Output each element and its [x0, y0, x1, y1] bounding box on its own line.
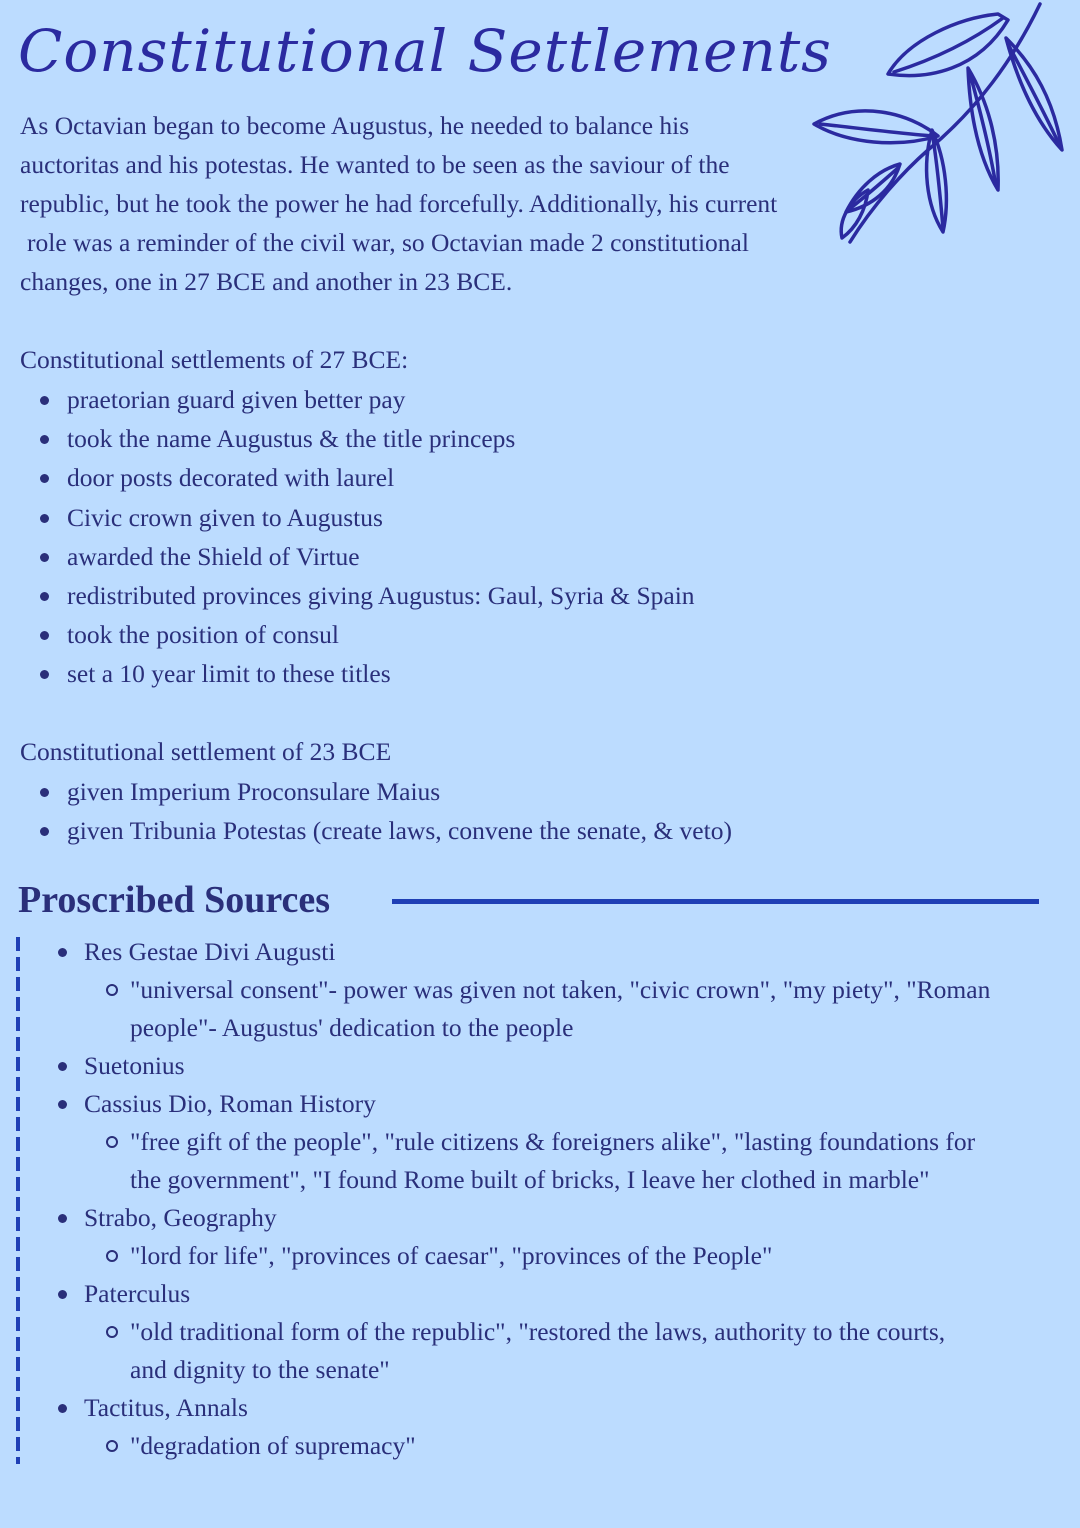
- settlement-23-heading: Constitutional settlement of 23 BCE: [20, 737, 392, 766]
- source-quote: [84, 1313, 1042, 1389]
- quote-line: and dignity to the senate": [130, 1355, 390, 1384]
- source-name: Cassius Dio, Roman History: [84, 1089, 376, 1118]
- quote-line: "universal consent"- power was given not taken, "civic crown", "my piety", "Roman: [130, 975, 991, 1004]
- source-item: [52, 1085, 1042, 1199]
- sources-list: [52, 933, 1042, 1465]
- intro-line: As Octavian began to become Augustus, he needed to balance his: [20, 111, 690, 140]
- quote-line: "old traditional form of the republic", "restored the laws, authority to the courts,: [130, 1317, 946, 1346]
- intro-line: auctoritas and his potestas. He wanted to be seen as the saviour of the: [20, 150, 730, 179]
- quote-line: "lord for life", "provinces of caesar", "provinces of the People": [130, 1241, 773, 1270]
- quote-line: people"- Augustus' dedication to the people: [130, 1013, 574, 1042]
- intro-line: changes, one in 27 BCE and another in 23 BCE.: [20, 267, 513, 296]
- source-name: Suetonius: [84, 1051, 185, 1080]
- settlement-23-list: [36, 772, 732, 850]
- settlement-27-list: [36, 380, 695, 694]
- source-item: [52, 1199, 1042, 1275]
- list-item: Civic crown given to Augustus: [36, 498, 695, 537]
- proscribed-sources-heading: Proscribed Sources: [18, 879, 331, 921]
- list-item: redistributed provinces giving Augustus: Gaul, Syria & Spain: [36, 576, 695, 615]
- list-item: given Imperium Proconsulare Maius: [36, 772, 732, 811]
- quote-line: "degradation of supremacy": [130, 1431, 416, 1460]
- list-item: praetorian guard given better pay: [36, 380, 695, 419]
- source-quote: [84, 1427, 1042, 1465]
- list-item: given Tribunia Potestas (create laws, convene the senate, & veto): [36, 811, 732, 850]
- source-item: [52, 1389, 1042, 1465]
- intro-paragraph: [20, 106, 860, 301]
- list-item: took the position of consul: [36, 615, 695, 654]
- page-title: Constitutional Settlements: [18, 17, 832, 85]
- source-item: [52, 1275, 1042, 1389]
- source-item: [52, 933, 1042, 1047]
- source-name: Strabo, Geography: [84, 1203, 277, 1232]
- source-quote: [84, 1123, 1042, 1199]
- source-quote: [84, 1237, 1042, 1275]
- source-item: [52, 1047, 1042, 1085]
- list-item: awarded the Shield of Virtue: [36, 537, 695, 576]
- dashed-divider: [16, 937, 20, 1464]
- source-name: Res Gestae Divi Augusti: [84, 937, 336, 966]
- heading-divider: [392, 899, 1039, 904]
- intro-line: republic, but he took the power he had forcefully. Additionally, his current: [20, 189, 778, 218]
- intro-line: role was a reminder of the civil war, so Octavian made 2 constitutional: [27, 228, 749, 257]
- source-name: Paterculus: [84, 1279, 191, 1308]
- source-quote: [84, 971, 1042, 1047]
- settlement-27-heading: Constitutional settlements of 27 BCE:: [20, 345, 409, 374]
- list-item: door posts decorated with laurel: [36, 458, 695, 497]
- source-name: Tactitus, Annals: [84, 1393, 248, 1422]
- list-item: took the name Augustus & the title princeps: [36, 419, 695, 458]
- quote-line: "free gift of the people", "rule citizens & foreigners alike", "lasting foundations for: [130, 1127, 976, 1156]
- list-item: set a 10 year limit to these titles: [36, 654, 695, 693]
- quote-line: the government", "I found Rome built of bricks, I leave her clothed in marble": [130, 1165, 930, 1194]
